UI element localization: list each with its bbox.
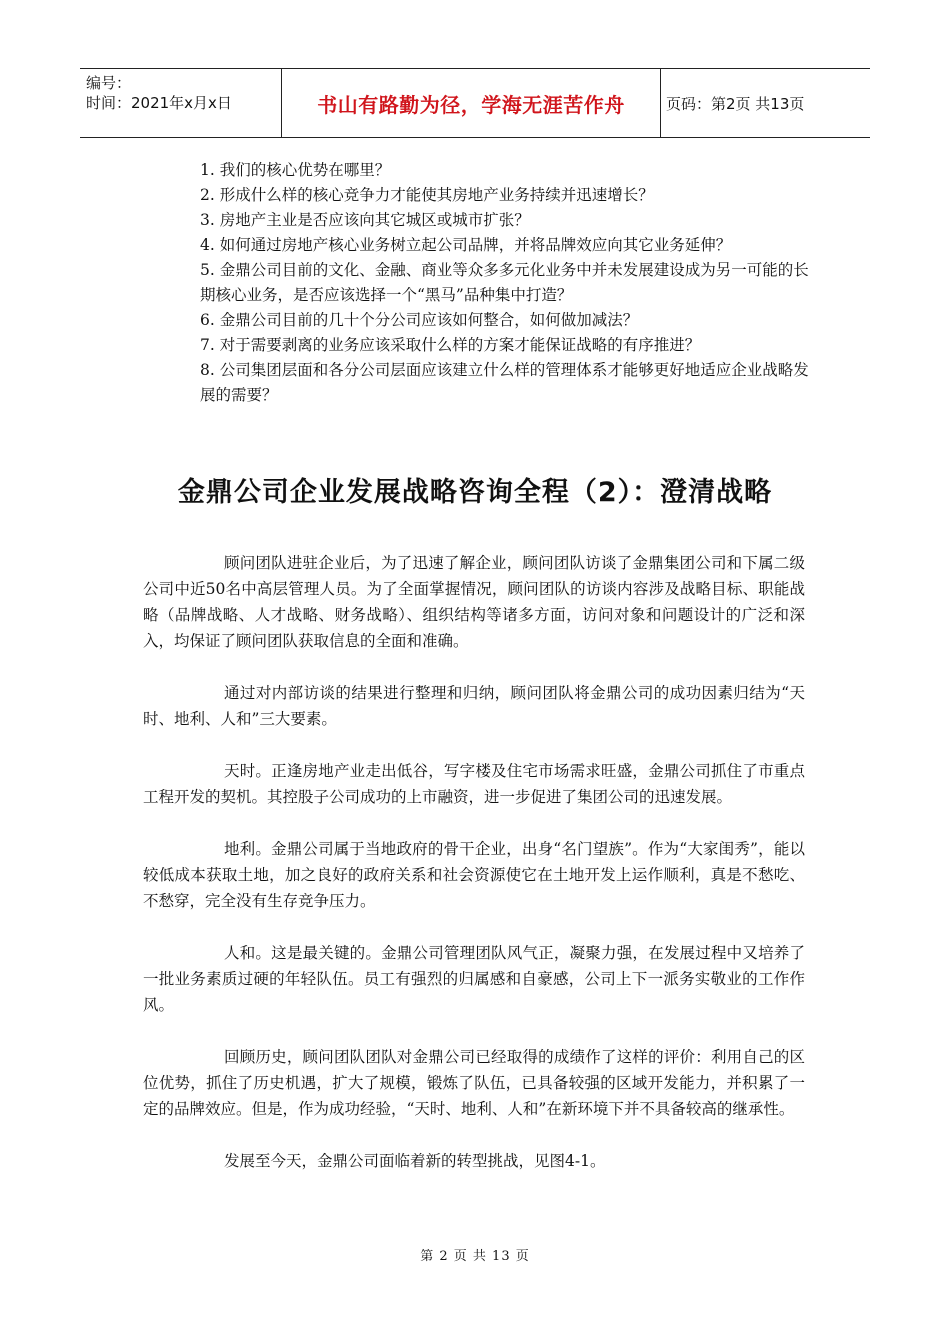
list-item: 8. 公司集团层面和各分公司层面应该建立什么样的管理体系才能够更好地适应企业战略发展的需要？ [200, 361, 809, 404]
paragraph: 人和。这是最关键的。金鼎公司管理团队风气正，凝聚力强，在发展过程中又培养了一批业务素质过硬的年轻队伍。员工有强烈的归属感和自豪感，公司上下一派务实敬业的工作作风。 [143, 944, 805, 1014]
paragraph: 发展至今天，金鼎公司面临着新的转型挑战，见图4-1。 [224, 1152, 606, 1170]
question-list [200, 158, 810, 408]
list-item: 7. 对于需要剥离的业务应该采取什么样的方案才能保证战略的有序推进？ [200, 336, 701, 354]
paragraph: 顾问团队进驻企业后，为了迅速了解企业，顾问团队访谈了金鼎集团公司和下属二级公司中近50名中高层管理人员。为了全面掌握情况，顾问团队的访谈内容涉及战略目标、职能战略（品牌战略、人才战略、财务战略）、组织结构等诸多方面，访问对象和问题设计的广泛和深入，均保证了顾问团队获取信息的全面和准确。 [143, 554, 805, 650]
body-text [143, 550, 805, 1200]
page-footer: 第 2 页 共 13 页 [420, 1249, 530, 1264]
paragraph: 通过对内部访谈的结果进行整理和归纳，顾问团队将金鼎公司的成功因素归结为“天时、地利、人和”三大要素。 [143, 684, 805, 728]
header-meta [80, 69, 280, 137]
list-item: 6. 金鼎公司目前的几十个分公司应该如何整合，如何做加减法？ [200, 311, 639, 329]
page-info-text: 页码：第2页 共13页 [666, 94, 805, 113]
paragraph: 地利。金鼎公司属于当地政府的骨干企业，出身“名门望族”。作为“大家闺秀”，能以较低成本获取土地，加之良好的政府关系和社会资源使它在土地开发上运作顺利，真是不愁吃、不愁穿，完全没有生存竞争压力。 [143, 840, 805, 910]
paragraph: 回顾历史，顾问团队团队对金鼎公司已经取得的成绩作了这样的评价：利用自己的区位优势，抓住了历史机遇，扩大了规模，锻炼了队伍，已具备较强的区域开发能力，并积累了一定的品牌效应。但是，作为成功经验，“天时、地利、人和”在新环境下并不具备较高的继承性。 [143, 1048, 805, 1118]
list-item: 4. 如何通过房地产核心业务树立起公司品牌，并将品牌效应向其它业务延伸？ [200, 236, 732, 254]
serial-label: 编号： [86, 74, 132, 92]
section-title: 金鼎公司企业发展战略咨询全程（2）：澄清战略 [177, 477, 773, 508]
time-label: 时间：2021年x月x日 [86, 94, 232, 112]
page-header [80, 68, 870, 138]
list-item: 5. 金鼎公司目前的文化、金融、商业等众多多元化业务中并未发展建设成为另一可能的长期核心业务，是否应该选择一个“黑马”品种集中打造？ [200, 261, 809, 304]
header-page-info [662, 69, 870, 137]
motto-text: 书山有路勤为径，学海无涯苦作舟 [317, 92, 625, 117]
header-motto [281, 69, 661, 137]
list-item: 3. 房地产主业是否应该向其它城区或城市扩张？ [200, 211, 530, 229]
paragraph: 天时。正逢房地产业走出低谷，写字楼及住宅市场需求旺盛，金鼎公司抓住了市重点工程开发的契机。其控股子公司成功的上市融资，进一步促进了集团公司的迅速发展。 [143, 762, 805, 806]
list-item: 1. 我们的核心优势在哪里？ [200, 161, 391, 179]
list-item: 2. 形成什么样的核心竞争力才能使其房地产业务持续并迅速增长？ [200, 186, 654, 204]
